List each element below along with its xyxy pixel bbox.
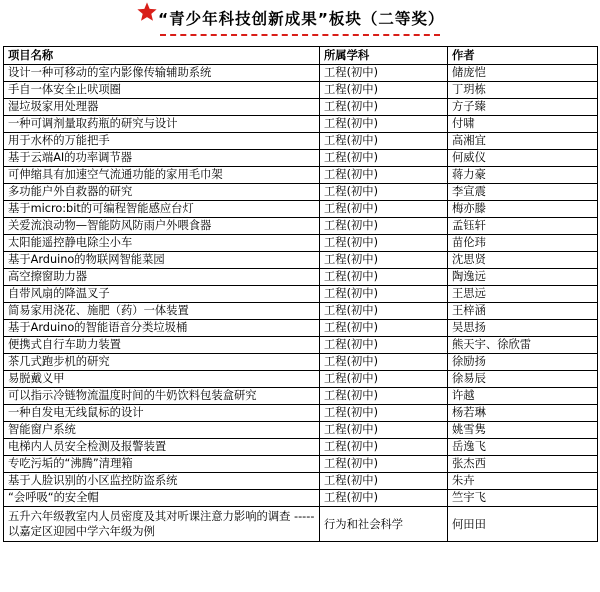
subject-cell: 工程(初中)	[320, 184, 448, 201]
subject-cell: 工程(初中)	[320, 116, 448, 133]
author-cell: 陶逸远	[448, 269, 598, 286]
project-name-cell: 智能窗户系统	[4, 422, 320, 439]
column-header-project: 项目名称	[4, 47, 320, 65]
table-row	[4, 65, 598, 82]
author-cell: 熊天宇、徐欣雷	[448, 337, 598, 354]
table-row	[4, 218, 598, 235]
subject-cell: 工程(初中)	[320, 303, 448, 320]
project-name-cell: 专吃污垢的“沸腾”清理箱	[4, 456, 320, 473]
table-row	[4, 456, 598, 473]
subject-cell: 工程(初中)	[320, 473, 448, 490]
subject-cell: 工程(初中)	[320, 371, 448, 388]
table-row	[4, 116, 598, 133]
table-row	[4, 507, 598, 542]
table-row	[4, 439, 598, 456]
table-row	[4, 354, 598, 371]
project-name-cell: 五升六年级教室内人员密度及其对听课注意力影响的调查 -----以嘉定区迎园中学六年级为例	[4, 507, 320, 542]
table-row	[4, 337, 598, 354]
header	[0, 0, 600, 44]
author-cell: 储庞恺	[448, 65, 598, 82]
table-row	[4, 235, 598, 252]
project-name-cell: 高空擦窗助力器	[4, 269, 320, 286]
project-name-cell: “会呼吸“的安全帽	[4, 490, 320, 507]
author-cell: 张杰西	[448, 456, 598, 473]
table-row	[4, 184, 598, 201]
subject-cell: 工程(初中)	[320, 337, 448, 354]
author-cell: 苗伦玮	[448, 235, 598, 252]
author-cell: 徐励扬	[448, 354, 598, 371]
project-name-cell: 基于Arduino的智能语音分类垃圾桶	[4, 320, 320, 337]
table-row	[4, 422, 598, 439]
table-row	[4, 252, 598, 269]
project-name-cell: 基于Arduino的物联网智能菜园	[4, 252, 320, 269]
project-name-cell: 用于水杯的万能把手	[4, 133, 320, 150]
author-cell: 付啸	[448, 116, 598, 133]
table-row	[4, 473, 598, 490]
project-name-cell: 可伸缩具有加速空气流通功能的家用毛巾架	[4, 167, 320, 184]
author-cell: 方子臻	[448, 99, 598, 116]
project-name-cell: 多功能户外自救器的研究	[4, 184, 320, 201]
table-row	[4, 99, 598, 116]
table-row	[4, 82, 598, 99]
subject-cell: 工程(初中)	[320, 439, 448, 456]
subject-cell: 工程(初中)	[320, 82, 448, 99]
subject-cell: 工程(初中)	[320, 422, 448, 439]
page-title: “青少年科技创新成果”板块（二等奖）	[158, 10, 445, 28]
table-row	[4, 133, 598, 150]
project-name-cell: 设计一种可移动的室内影像传输辅助系统	[4, 65, 320, 82]
subject-cell: 工程(初中)	[320, 99, 448, 116]
table-header-row	[4, 47, 598, 65]
subject-cell: 工程(初中)	[320, 405, 448, 422]
subject-cell: 工程(初中)	[320, 490, 448, 507]
subject-cell: 工程(初中)	[320, 150, 448, 167]
author-cell: 吴思扬	[448, 320, 598, 337]
subject-cell: 工程(初中)	[320, 456, 448, 473]
project-name-cell: 基于micro:bit的可编程智能感应台灯	[4, 201, 320, 218]
author-cell: 李宣震	[448, 184, 598, 201]
project-name-cell: 湿垃圾家用处理器	[4, 99, 320, 116]
author-cell: 何田田	[448, 507, 598, 542]
table-row	[4, 201, 598, 218]
subject-cell: 工程(初中)	[320, 286, 448, 303]
table-row	[4, 388, 598, 405]
table-row	[4, 490, 598, 507]
column-header-author: 作者	[448, 47, 598, 65]
subject-cell: 工程(初中)	[320, 354, 448, 371]
subject-cell: 工程(初中)	[320, 167, 448, 184]
project-name-cell: 易脱戴义甲	[4, 371, 320, 388]
table-row	[4, 320, 598, 337]
column-header-subject: 所属学科	[320, 47, 448, 65]
table-row	[4, 150, 598, 167]
table-row	[4, 167, 598, 184]
author-cell: 朱卉	[448, 473, 598, 490]
project-name-cell: 一种自发电无线鼠标的设计	[4, 405, 320, 422]
table-row	[4, 269, 598, 286]
project-name-cell: 基于云端AI的功率调节器	[4, 150, 320, 167]
subject-cell: 工程(初中)	[320, 388, 448, 405]
author-cell: 丁玥栋	[448, 82, 598, 99]
project-name-cell: 太阳能遥控静电除尘小车	[4, 235, 320, 252]
author-cell: 姚雪隽	[448, 422, 598, 439]
author-cell: 蒋力豪	[448, 167, 598, 184]
project-name-cell: 电梯内人员安全检测及报警装置	[4, 439, 320, 456]
subject-cell: 工程(初中)	[320, 320, 448, 337]
subject-cell: 工程(初中)	[320, 201, 448, 218]
project-name-cell: 关爱流浪动物—智能防风防雨户外喂食器	[4, 218, 320, 235]
project-name-cell: 茶几式跑步机的研究	[4, 354, 320, 371]
author-cell: 何威仪	[448, 150, 598, 167]
subject-cell: 工程(初中)	[320, 252, 448, 269]
project-name-cell: 手自一体安全止吠项圈	[4, 82, 320, 99]
project-name-cell: 自带风扇的降温叉子	[4, 286, 320, 303]
table-row	[4, 405, 598, 422]
subject-cell: 行为和社会科学	[320, 507, 448, 542]
awards-table	[3, 46, 598, 542]
author-cell: 徐易辰	[448, 371, 598, 388]
subject-cell: 工程(初中)	[320, 218, 448, 235]
table-row	[4, 303, 598, 320]
author-cell: 竺宇飞	[448, 490, 598, 507]
author-cell: 岳逸飞	[448, 439, 598, 456]
title-underline	[160, 34, 440, 36]
table-row	[4, 286, 598, 303]
subject-cell: 工程(初中)	[320, 235, 448, 252]
author-cell: 杨若琳	[448, 405, 598, 422]
author-cell: 许越	[448, 388, 598, 405]
project-name-cell: 便携式自行车助力装置	[4, 337, 320, 354]
subject-cell: 工程(初中)	[320, 65, 448, 82]
table-body	[4, 65, 598, 542]
author-cell: 沈思贤	[448, 252, 598, 269]
project-name-cell: 可以指示冷链物流温度时间的牛奶饮料包装盒研究	[4, 388, 320, 405]
subject-cell: 工程(初中)	[320, 133, 448, 150]
project-name-cell: 一种可调剂量取药瓶的研究与设计	[4, 116, 320, 133]
subject-cell: 工程(初中)	[320, 269, 448, 286]
project-name-cell: 简易家用浇花、施肥（药）一体装置	[4, 303, 320, 320]
project-name-cell: 基于人脸识别的小区监控防盗系统	[4, 473, 320, 490]
table-row	[4, 371, 598, 388]
author-cell: 王梓涵	[448, 303, 598, 320]
author-cell: 王思远	[448, 286, 598, 303]
author-cell: 高湘宜	[448, 133, 598, 150]
author-cell: 孟钰轩	[448, 218, 598, 235]
author-cell: 梅亦滕	[448, 201, 598, 218]
star-icon	[136, 1, 158, 23]
